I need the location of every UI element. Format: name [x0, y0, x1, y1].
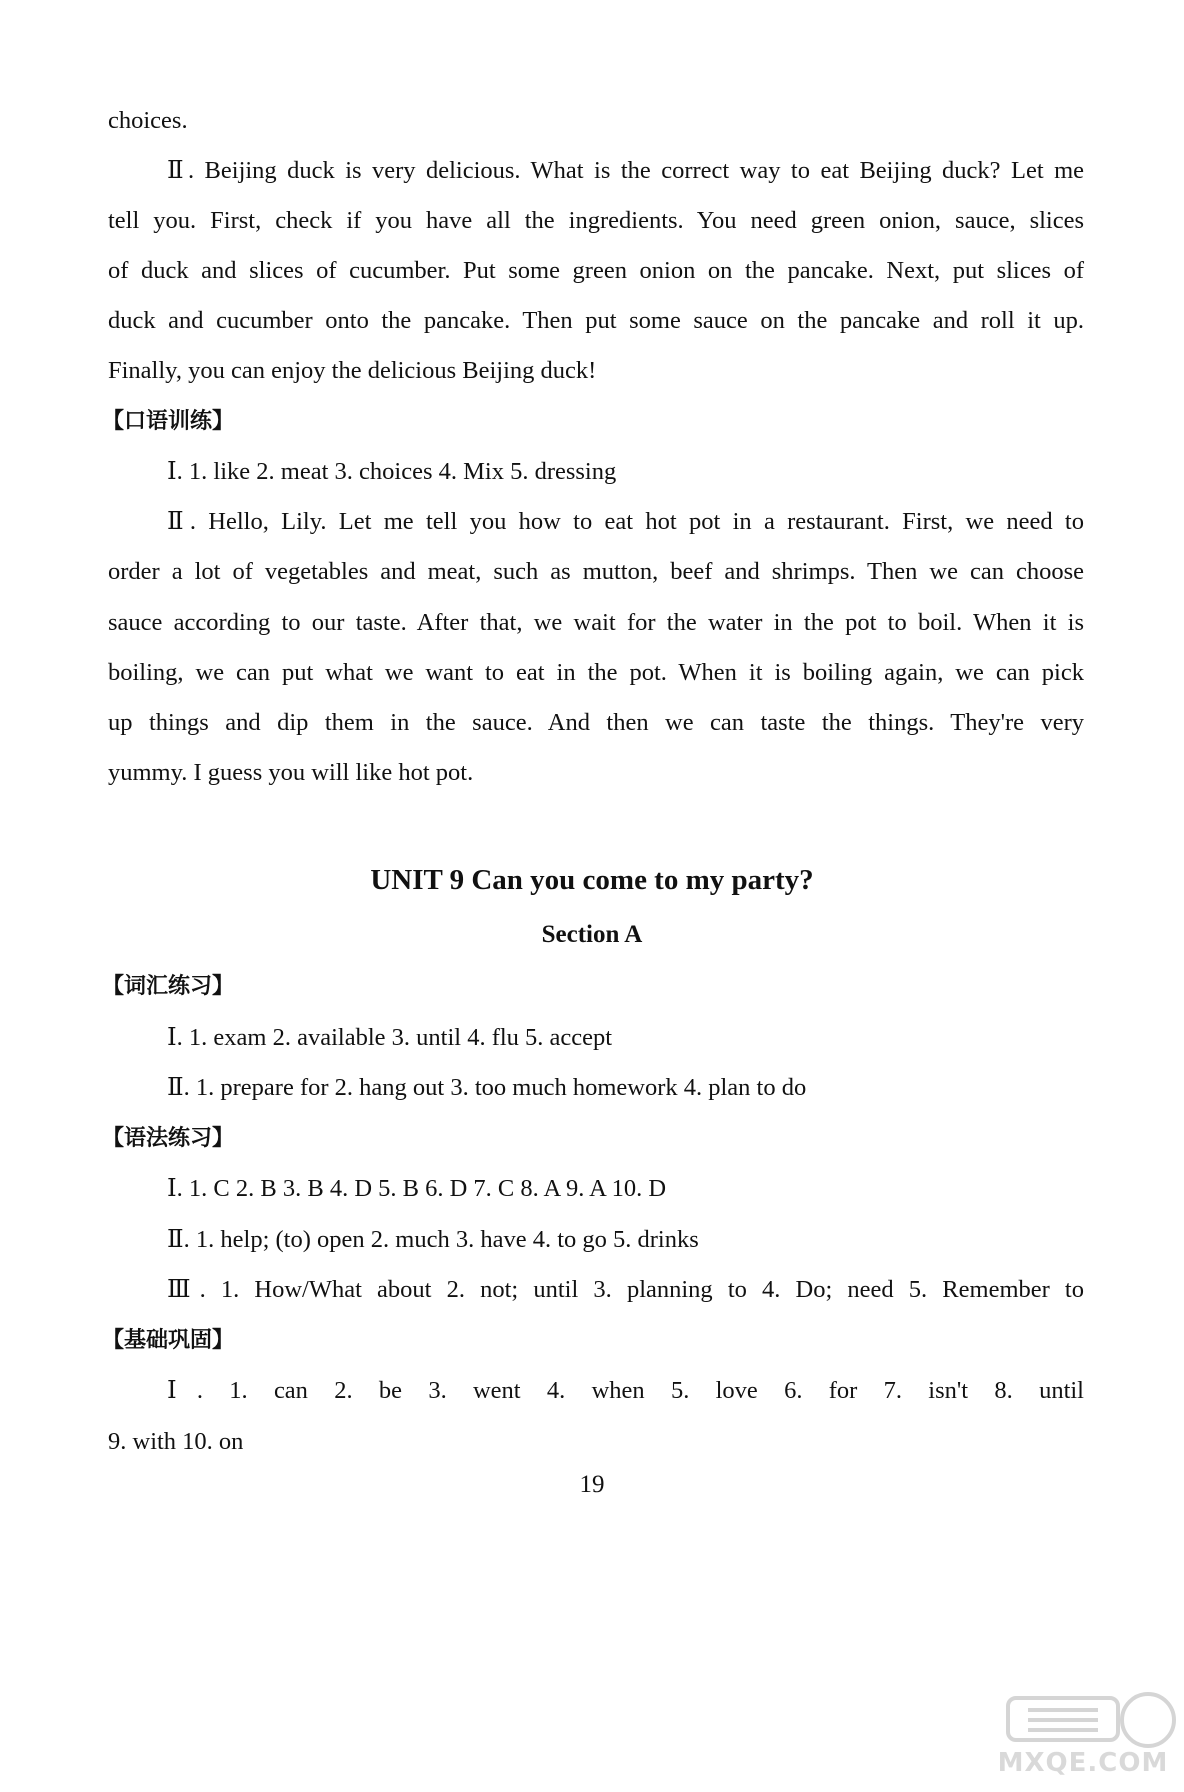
- answer-line: Ⅰ. 1. like 2. meat 3. choices 4. Mix 5. dressing: [167, 458, 617, 485]
- answer-line: Ⅱ. 1. help; (to) open 2. much 3. have 4. to go 5. drinks: [167, 1226, 699, 1253]
- watermark-text: MXQE.COM: [997, 1748, 1169, 1778]
- text-line: tell you. First, check if you have all the ingredients. You need green onion, sauce, slices: [108, 207, 1084, 234]
- answer-line: Ⅰ. 1. can 2. be 3. went 4. when 5. love 6. for 7. isn't 8. until: [167, 1377, 1084, 1404]
- text-line: choices.: [108, 107, 188, 134]
- text-line: boiling, we can put what we want to eat in the pot. When it is boiling again, we can pick: [108, 659, 1084, 686]
- section-header-grammar: 【语法练习】: [102, 1126, 235, 1151]
- answer-line: 9. with 10. on: [108, 1428, 244, 1455]
- text-line: Finally, you can enjoy the delicious Beijing duck!: [108, 357, 597, 384]
- section-header-basic: 【基础巩固】: [102, 1328, 235, 1353]
- watermark-icon: [988, 1690, 1178, 1750]
- text-line: duck and cucumber onto the pancake. Then put some sauce on the pancake and roll it up.: [108, 307, 1084, 334]
- text-line: of duck and slices of cucumber. Put some green onion on the pancake. Next, put slices of: [108, 257, 1084, 284]
- page-number: 19: [579, 1471, 605, 1498]
- text-line: yummy. I guess you will like hot pot.: [108, 759, 474, 786]
- answer-line: Ⅰ. 1. C 2. B 3. B 4. D 5. B 6. D 7. C 8. A 9. A 10. D: [167, 1175, 667, 1202]
- text-line: order a lot of vegetables and meat, such as mutton, beef and shrimps. Then we can choose: [108, 558, 1084, 585]
- unit-title: UNIT 9 Can you come to my party?: [370, 864, 814, 896]
- text-line: up things and dip them in the sauce. And then we can taste the things. They're very: [108, 709, 1084, 736]
- text-line: Ⅱ. Hello, Lily. Let me tell you how to eat hot pot in a restaurant. First, we need to: [167, 508, 1084, 535]
- section-title: Section A: [541, 921, 643, 948]
- section-header-oral: 【口语训练】: [102, 409, 235, 434]
- section-header-vocab: 【词汇练习】: [102, 974, 235, 999]
- answer-line: Ⅰ. 1. exam 2. available 3. until 4. flu 5. accept: [167, 1024, 613, 1051]
- watermark-logo: [988, 1690, 1178, 1786]
- answer-line: Ⅱ. 1. prepare for 2. hang out 3. too much homework 4. plan to do: [167, 1074, 807, 1101]
- text-line: sauce according to our taste. After that, we wait for the water in the pot to boil. When it is: [108, 609, 1084, 636]
- text-line: Ⅱ. Beijing duck is very delicious. What is the correct way to eat Beijing duck? Let me: [167, 157, 1084, 184]
- answer-line: Ⅲ. 1. How/What about 2. not; until 3. planning to 4. Do; need 5. Remember to: [167, 1276, 1084, 1303]
